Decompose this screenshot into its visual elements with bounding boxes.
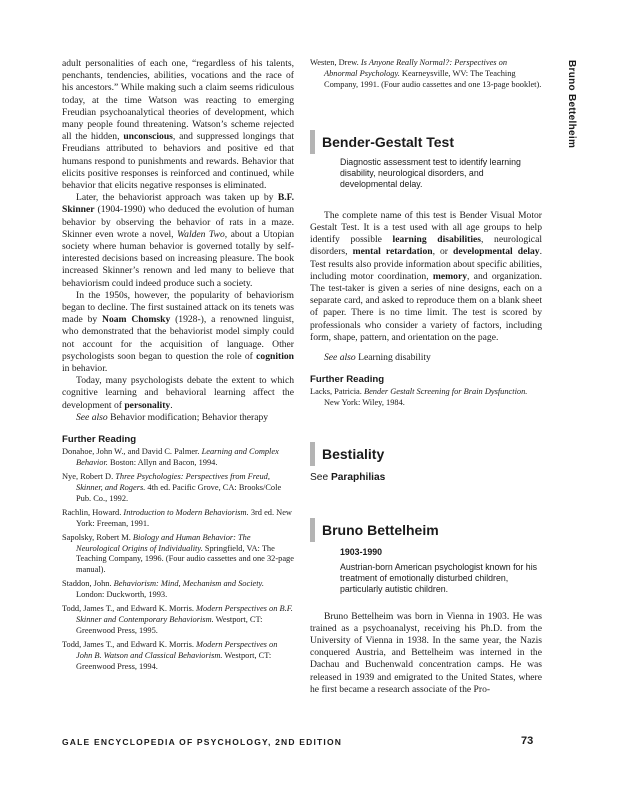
right-column (310, 58, 542, 696)
reference: Todd, James T., and Edward K. Morris. Modern Perspectives on John B. Watson and Classical Behaviorism. Westport, CT: Greenwood Press, 1994. (62, 639, 278, 671)
paragraph: The complete name of this test is Bender Visual Motor Gestalt Test. It is a test used with all age groups to help identify possible learning disabilities, neurological disorders, mental retardation, or developmental delay. Test results also provide information about specific abilities, including motor coordination, memory, and organization. The test-taker is given a series of nine designs, each on a separate card, and asked to reproduce them on a blank sheet of paper. There is no time limit. The test is scored by professionals who consider a variety of factors, including form, shape, pattern, and orientation on the page. (310, 209, 542, 343)
heading-bar (310, 518, 315, 542)
cross-reference: See Paraphilias (310, 472, 386, 484)
running-head: Bruno Bettelheim (566, 60, 577, 149)
page-number: 73 (521, 735, 534, 747)
reference: Lacks, Patricia. Bender Gestalt Screening for Brain Dysfunction. New York: Wiley, 1984. (310, 387, 528, 408)
paragraph: Later, the behaviorist approach was taken up by B.F. Skinner (1904-1990) who deduced the evolution of human behavior by observing the behavior of rats in a maze. Skinner even wrote a novel, Walden Two, about a Utopian society where human behavior is governed totally by self-interested decisions based on increasing pleasure. The book increased Skinner’s renown and led many to believe that behaviorism could indeed produce such a society. (62, 192, 294, 289)
reference: Todd, James T., and Edward K. Morris. Modern Perspectives on B.F. Skinner and Contemporary Behaviorism. Westport, CT: Greenwood Press, 1995. (62, 604, 293, 635)
paragraph: adult personalities of each one, “regardless of his talents, penchants, tendencies, abilities, vocations and the race of his ancestors.” While making such a claim seems ridiculous today, at the time Watson was reacting to emerging Freudian psychoanalytical theories of development, which many people found threatening. Watson’s scheme rejected all the hidden, unconscious, and suppressed longings that Freudians attributed to behaviors and positive ed that humans respond to punishments and rewards. Behavior that elicits positive responses is reinforced and continued, while behavior that elicits negative responses is eliminated. (62, 58, 294, 192)
further-reading-heading: Further Reading (62, 434, 137, 446)
entry-description: Diagnostic assessment test to identify learning disability, neurological disorders, and developmental delay. (340, 156, 521, 189)
entry-heading: Bestiality (310, 442, 542, 466)
footer-title: GALE ENCYCLOPEDIA OF PSYCHOLOGY, 2ND EDITION (62, 737, 343, 747)
left-column (62, 58, 294, 676)
entry-heading: Bruno Bettelheim (310, 518, 542, 542)
reference: Sapolsky, Robert M. Biology and Human Behavior: The Neurological Origins of Individuality. Springfield, VA: The Teaching Company, 1996. (Four audio cassettes and one 32-page manual). (62, 532, 294, 575)
reference: Rachlin, Howard. Introduction to Modern Behaviorism. 3rd ed. New York: Freeman, 1991. (62, 507, 292, 528)
entry-dates: 1903-1990 (340, 547, 383, 558)
see-also: See also Behavior modification; Behavior therapy (76, 411, 269, 423)
entry-description: Austrian-born American psychologist known for his treatment of emotionally disturbed children, particularly autistic children. (340, 561, 538, 594)
reference: Nye, Robert D. Three Psychologies: Perspectives from Freud, Skinner, and Rogers. 4th ed. Pacific Grove, CA: Brooks/Cole Pub. Co., 1992. (62, 472, 282, 503)
reference: Staddon, John. Behaviorism: Mind, Mechanism and Society. London: Duckworth, 1993. (62, 579, 264, 600)
entry-heading: Bender-Gestalt Test (310, 130, 542, 154)
paragraph: In the 1950s, however, the popularity of behaviorism began to decline. The first sustained attack on its tenets was made by Noam Chomsky (1928-), a renowned linguist, who demonstrated that the behaviorist model simply could not account for the acquisition of language. Other psychologists soon began to question the role of cognition in behavior. (62, 289, 294, 375)
reference: Westen, Drew. Is Anyone Really Normal?: Perspectives on Abnormal Psychology. Kearneysville, WV: The Teaching Company, 1991. (Four audio cassettes and one 13-page booklet). (310, 58, 542, 89)
paragraph: Today, many psychologists debate the extent to which cognitive learning and behavioral learning affect the development of personality. (62, 375, 294, 411)
paragraph: Bruno Bettelheim was born in Vienna in 1903. He was trained as a psychoanalyst, receiving his Ph.D. from the University of Vienna in 1938. In the same year, the Nazis conquered Austria, and Bettelheim was interned in the Dachau and Buchenwald concentration camps. He was released in 1939 and emigrated to the United States, where he first became a research associate of the Pro- (310, 610, 542, 695)
see-also: See also Learning disability (324, 351, 431, 363)
further-reading-heading: Further Reading (310, 374, 385, 386)
heading-bar (310, 442, 315, 466)
reference: Donahoe, John W., and David C. Palmer. Learning and Complex Behavior. Boston: Allyn and Bacon, 1994. (62, 447, 279, 468)
heading-bar (310, 130, 315, 154)
reference-list (62, 447, 294, 672)
